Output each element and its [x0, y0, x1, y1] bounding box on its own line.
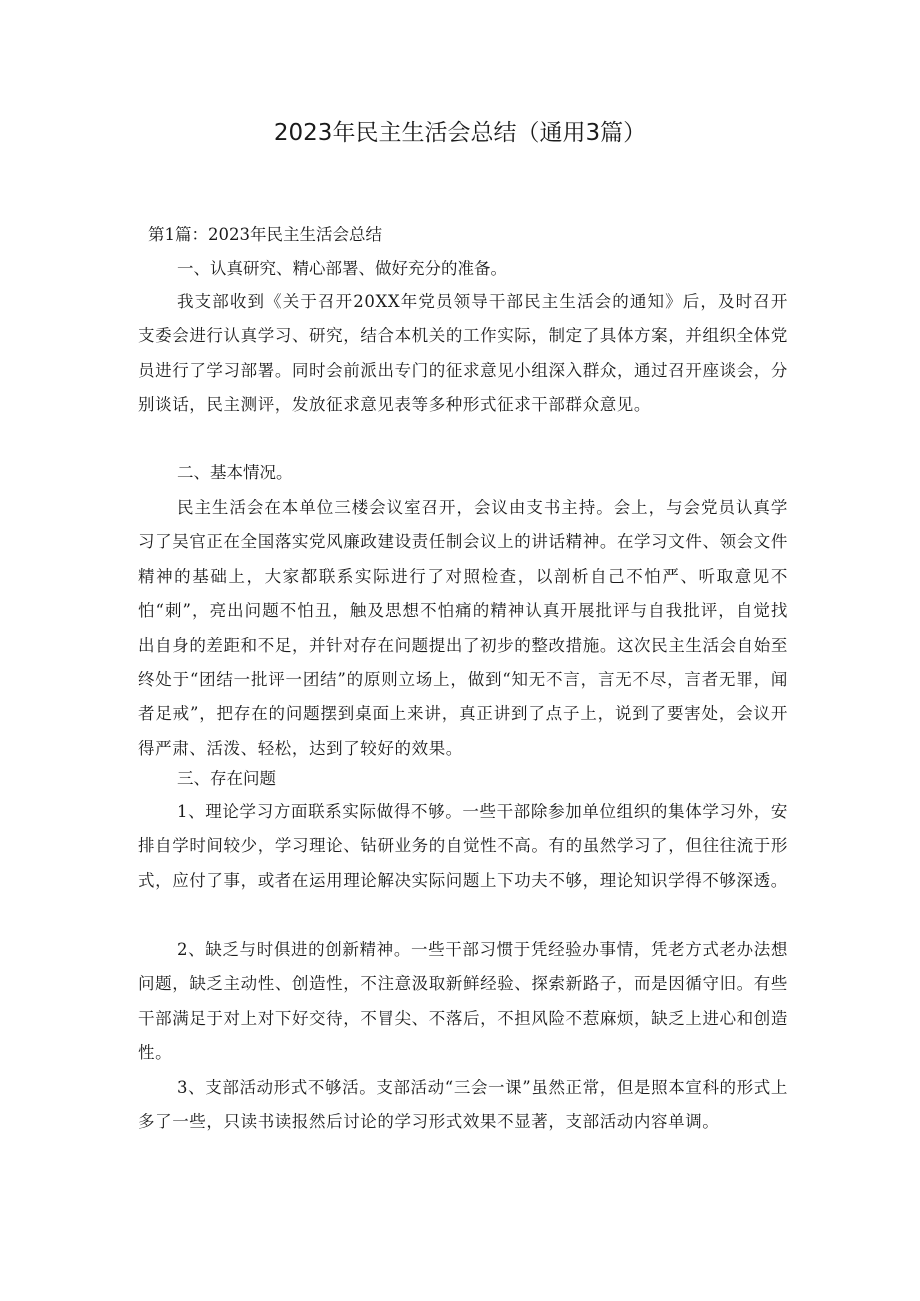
- paragraph-1: 我支部收到《关于召开20XX年党员领导干部民主生活会的通知》后，及时召开支委会进行认真学习、研究，结合本机关的工作实际，制定了具体方案，并组织全体党员进行了学习部署。同时会前派出专门的征求意见小组深入群众，通过召开座谈会，分别谈话，民主测评，发放征求意见表等多种形式征求干部群众意见。: [138, 292, 788, 415]
- paragraph-5: 3、支部活动形式不够活。支部活动“三会一课”虽然正常，但是照本宣科的形式上多了一些，只读书读报然后讨论的学习形式效果不显著，支部活动内容单调。: [138, 1078, 788, 1132]
- document-title: 2023年民主生活会总结（通用3篇）: [273, 120, 647, 146]
- heading-3: 三、存在问题: [177, 769, 276, 788]
- paragraph-2: 民主生活会在本单位三楼会议室召开，会议由支书主持。会上，与会党员认真学习了吴官正在全国落实党风廉政建设责任制会议上的讲话精神。在学习文件、领会文件精神的基础上，大家都联系实际进行了对照检查，以剖析自己不怕严、听取意见不怕“刺”，亮出问题不怕丑，触及思想不怕痛的精神认真开展批评与自我批评，自觉找出自身的差距和不足，并针对存在问题提出了初步的整改措施。这次民主生活会自始至终处于“团结一批评一团结”的原则立场上，做到“知无不言，言无不尽，言者无罪，闻者足戒”，把存在的问题摆到桌面上来讲，真正讲到了点子上，说到了要害处，会议开得严肃、活泼、轻松，达到了较好的效果。: [138, 498, 788, 758]
- heading-1: 一、认真研究、精心部署、做好充分的准备。: [177, 259, 507, 278]
- section-title: 第1篇：2023年民主生活会总结: [148, 225, 382, 244]
- paragraph-3: 1、理论学习方面联系实际做得不够。一些干部除参加单位组织的集体学习外，安排自学时间较少，学习理论、钻研业务的自觉性不高。有的虽然学习了，但往往流于形式，应付了事，或者在运用理论解决实际问题上下功夫不够，理论知识学得不够深透。: [138, 802, 788, 890]
- heading-2: 二、基本情况。: [177, 463, 293, 482]
- paragraph-4: 2、缺乏与时俱进的创新精神。一些干部习惯于凭经验办事情，凭老方式老办法想问题，缺乏主动性、创造性，不注意汲取新鲜经验、探索新路子，而是因循守旧。有些干部满足于对上对下好交待，不冒尖、不落后，不担风险不惹麻烦，缺乏上进心和创造性。: [138, 940, 788, 1063]
